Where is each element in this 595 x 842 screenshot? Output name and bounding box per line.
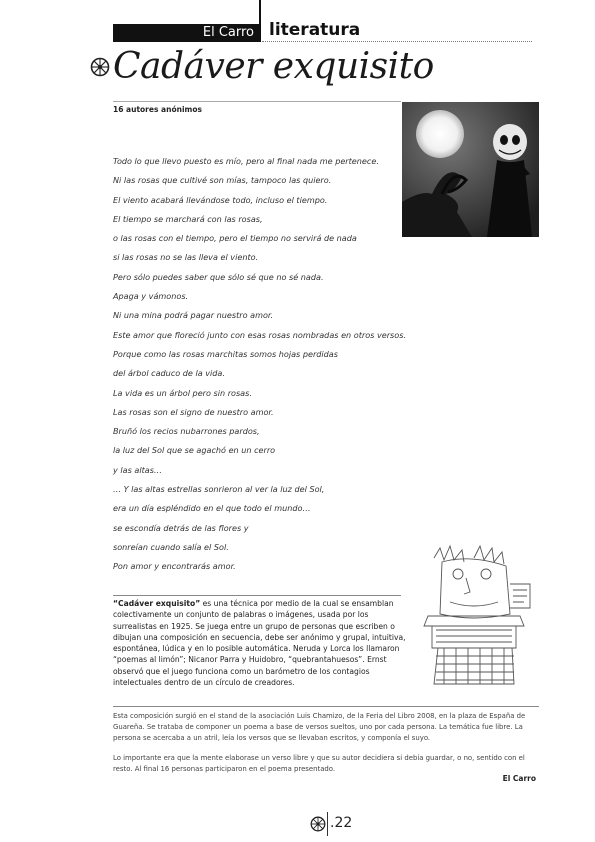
article-byline: 16 autores anónimos (113, 105, 202, 114)
poem-line: del árbol caduco de la vida. (113, 368, 225, 379)
poem-line: Pon amor y encontrarás amor. (113, 561, 236, 572)
poem-line: Apaga y vámonos. (113, 291, 189, 302)
sidebar-top-rule (113, 595, 401, 596)
sketch-drawing (414, 544, 536, 696)
sidebar-bottom-rule (113, 706, 539, 707)
note-paragraph: Lo importante era que la mente elaborase un verso libre y que su autor decidiera si debía guardar, o no, sentido con el resto. Al final 16 personas participaron en el poema presentado. (113, 754, 525, 773)
poem-line: o las rosas con el tiempo, pero el tiempo no servirá de nada (113, 233, 357, 244)
signature: El Carro (502, 774, 536, 783)
poem-line: la luz del Sol que se agachó en un cerro (113, 445, 276, 456)
header-category: literatura (269, 20, 361, 40)
moon-skeleton-illustration (402, 102, 539, 237)
sidebar-text (113, 598, 407, 688)
article-title: Cadáver exquisito (113, 46, 434, 87)
sidebar-body: es una técnica por medio de la cual se ensamblan colectivamente un conjunto de palabras o imágenes, usada por los surrealistas en 1925. Se juega entre un grupo de personas que escriben o dibujan una composición en secuencia, debe ser anónimo y grupal, intuitiva, espontánea, lúdica y en lo posible automática. Neruda y Lorca los llamaron “poemas al limón”; Nicanor Parra y Huidobro, “quebrantahuesos”. Ernst observó que el juego funciona como un barómetro de los contagios intelectuales dentro de un círculo de creadores. (113, 599, 406, 688)
poem-line: La vida es un árbol pero sin rosas. (113, 387, 252, 398)
poem-line: si las rosas no se las lleva el viento. (113, 252, 259, 263)
footer-divider (327, 812, 328, 836)
header-dotted-rule (262, 41, 532, 42)
poem-line: Pero sólo puedes saber que sólo sé que no sé nada. (113, 271, 324, 282)
poem-line: El viento acabará llevándose todo, incluso el tiempo. (113, 194, 328, 205)
poem-line: … Y las altas estrellas sonrieron al ver la luz del Sol, (113, 484, 325, 495)
poem-line: Las rosas son el signo de nuestro amor. (113, 406, 274, 417)
poem-line: Ni una mina podrá pagar nuestro amor. (113, 310, 274, 321)
sidebar-lead: “Cadáver exquisito” (113, 599, 201, 608)
note-paragraph: Esta composición surgió en el stand de la asociación Luis Chamizo, de la Feria del Libro 2008, en la plaza de España de Guareña. Se trataba de componer un poema a base de versos sueltos, uno por cada persona. La temática fue libre. La persona se acercaba a un atril, leía los versos que se llevaban escritos, y componía el suyo. (113, 712, 526, 742)
poem-line: Porque como las rosas marchitas somos hojas perdidas (113, 348, 338, 359)
poem-line: era un día espléndido en el que todo el mundo… (113, 503, 311, 514)
poem-line: Ni las rosas que cultivé son mías, tampoco las quiero. (113, 175, 332, 186)
poem-line: Este amor que floreció junto con esas rosas nombradas en otros versos. (113, 329, 406, 340)
wheel-icon (310, 816, 326, 832)
poem-line: Bruñó los recios nubarrones pardos, (113, 426, 260, 437)
header-divider (259, 0, 261, 42)
poem (113, 155, 406, 580)
poem-line: sonreían cuando salía el Sol. (113, 541, 229, 552)
title-rule (113, 101, 401, 102)
wheel-icon (90, 57, 110, 77)
page-number: .22 (330, 815, 353, 831)
poem-line: El tiempo se marchará con las rosas, (113, 213, 263, 224)
poem-line: se escondía detrás de las flores y (113, 522, 249, 533)
poem-line: y las altas… (113, 464, 163, 475)
header-section-name: El Carro (202, 25, 254, 40)
poem-line: Todo lo que llevo puesto es mío, pero al final nada me pertenece. (113, 156, 379, 166)
